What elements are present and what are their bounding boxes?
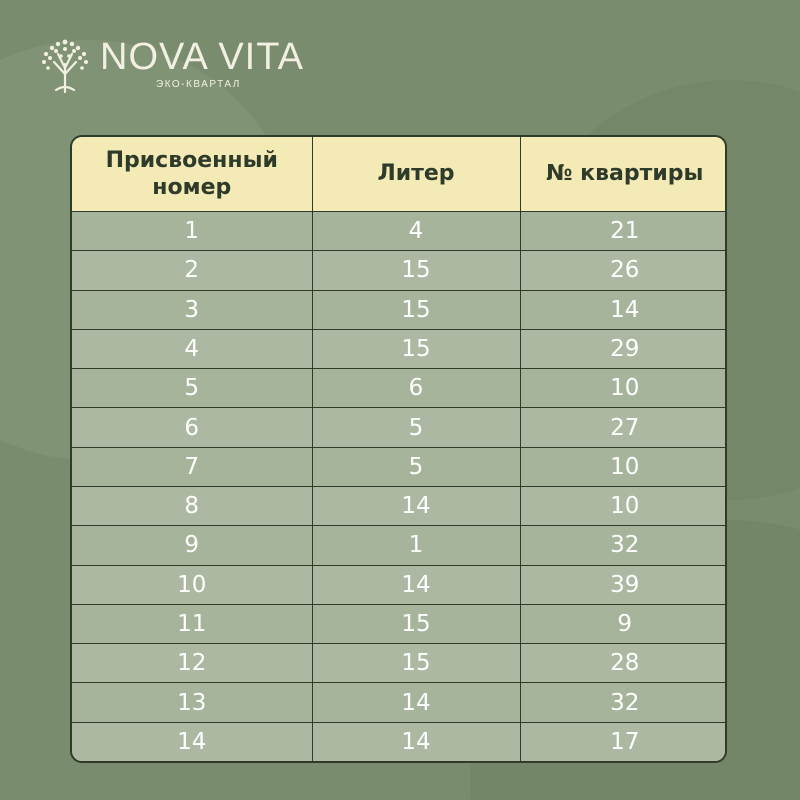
table-row [72,408,727,447]
header-assigned-number: Присвоенный номер [72,137,312,212]
cell-apartment-number: 14 [520,290,727,329]
cell-assigned-number: 9 [72,526,312,565]
table-row [72,683,727,722]
cell-assigned-number: 11 [72,604,312,643]
cell-liter: 4 [312,212,520,251]
header-liter: Литер [312,137,520,212]
cell-assigned-number: 3 [72,290,312,329]
cell-apartment-number: 9 [520,604,727,643]
cell-assigned-number: 14 [72,722,312,761]
cell-apartment-number: 10 [520,369,727,408]
table-body [72,212,727,762]
brand-logo [36,34,316,94]
cell-liter: 14 [312,565,520,604]
cell-apartment-number: 29 [520,329,727,368]
table-row [72,644,727,683]
tree-icon [36,34,94,94]
cell-assigned-number: 2 [72,251,312,290]
data-table [72,137,727,761]
header-apartment-number: № квартиры [520,137,727,212]
brand-subtitle: ЭКО-КВАРТАЛ [156,79,241,90]
table-header-row [72,137,727,212]
cell-assigned-number: 10 [72,565,312,604]
cell-apartment-number: 32 [520,526,727,565]
cell-liter: 15 [312,329,520,368]
cell-liter: 15 [312,604,520,643]
cell-assigned-number: 12 [72,644,312,683]
cell-liter: 14 [312,486,520,525]
table-row [72,447,727,486]
table-row [72,722,727,761]
cell-apartment-number: 39 [520,565,727,604]
table-row [72,369,727,408]
cell-apartment-number: 17 [520,722,727,761]
cell-liter: 14 [312,722,520,761]
table-row [72,290,727,329]
cell-apartment-number: 21 [520,212,727,251]
cell-assigned-number: 7 [72,447,312,486]
cell-liter: 5 [312,447,520,486]
apartment-table [70,135,727,763]
brand-name: NOVA VITA [100,36,304,78]
table-row [72,212,727,251]
cell-assigned-number: 5 [72,369,312,408]
cell-assigned-number: 6 [72,408,312,447]
table-row [72,604,727,643]
table-row [72,486,727,525]
table-row [72,565,727,604]
cell-liter: 5 [312,408,520,447]
cell-liter: 15 [312,290,520,329]
cell-liter: 14 [312,683,520,722]
cell-apartment-number: 10 [520,486,727,525]
cell-assigned-number: 1 [72,212,312,251]
cell-assigned-number: 13 [72,683,312,722]
table-row [72,329,727,368]
cell-apartment-number: 10 [520,447,727,486]
cell-apartment-number: 32 [520,683,727,722]
cell-liter: 15 [312,644,520,683]
cell-liter: 15 [312,251,520,290]
cell-assigned-number: 4 [72,329,312,368]
cell-apartment-number: 26 [520,251,727,290]
cell-liter: 6 [312,369,520,408]
cell-apartment-number: 27 [520,408,727,447]
cell-assigned-number: 8 [72,486,312,525]
cell-apartment-number: 28 [520,644,727,683]
cell-liter: 1 [312,526,520,565]
table-row [72,251,727,290]
table-row [72,526,727,565]
